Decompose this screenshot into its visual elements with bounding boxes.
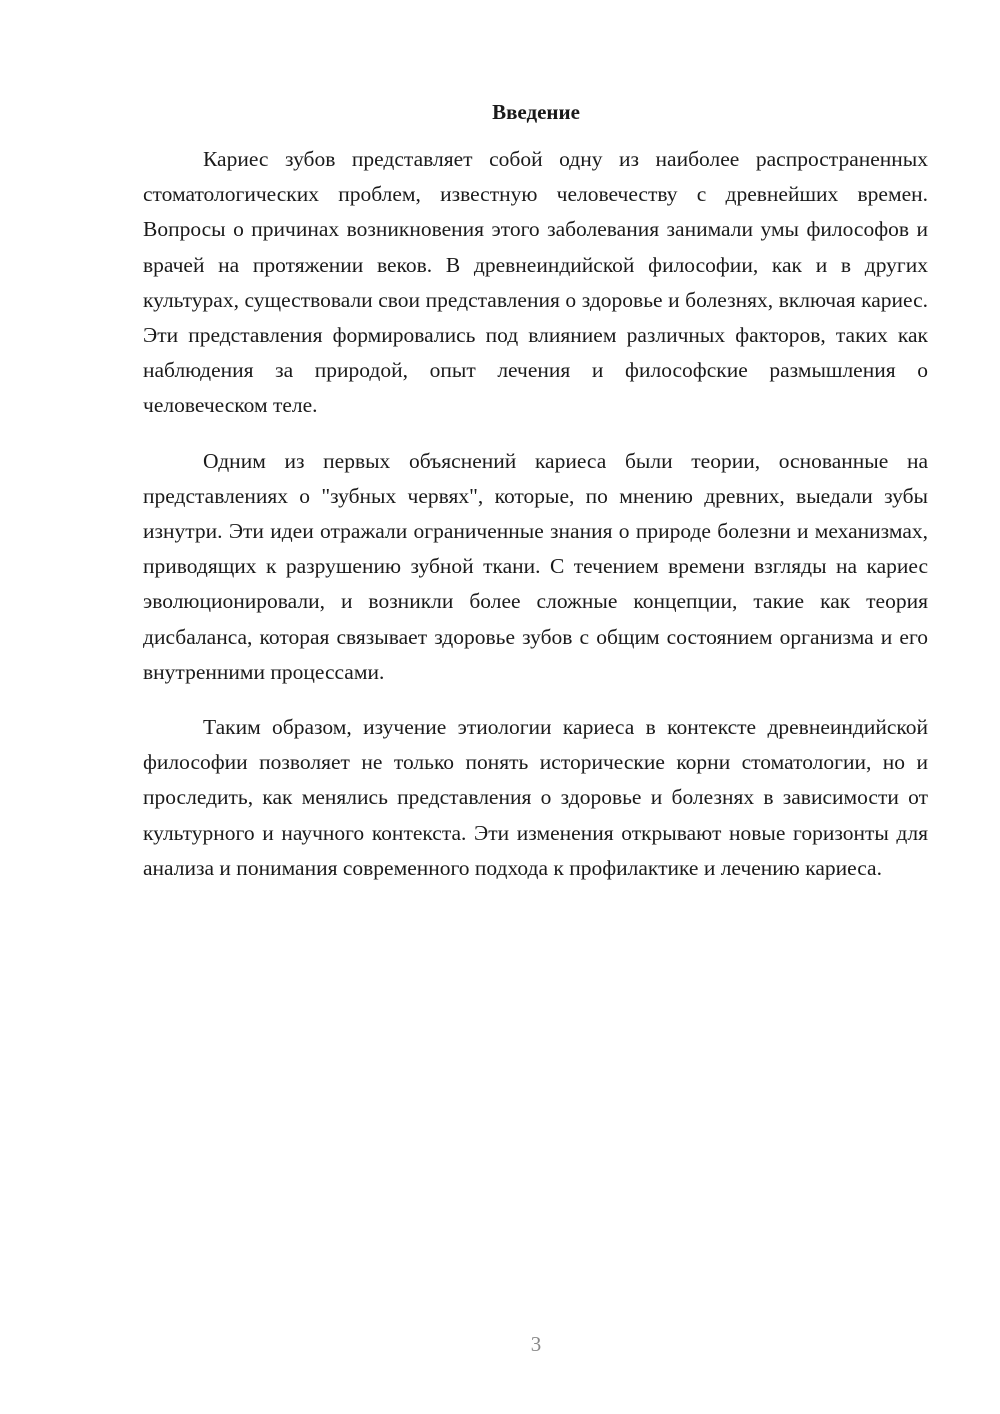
paragraph-1: Кариес зубов представляет собой одну из наиболее распространенных стоматологических проблем, известную человечеству с древнейших времен. Вопросы о причинах возникновения этого заболевания занимали умы философов и врачей на протяжении веков. В древнеиндийской философии, как и в других культурах, существовали свои представления о здоровье и болезнях, включая кариес. Эти представления формировались под влиянием различных факторов, таких как наблюдения за природой, опыт лечения и философские размышления о человеческом теле. <box>143 147 928 418</box>
paragraph-3: Таким образом, изучение этиологии кариеса в контексте древнеиндийской философии позволяет не только понять исторические корни стоматологии, но и проследить, как менялись представления о здоровье и болезнях в зависимости от культурного и научного контекста. Эти изменения открывают новые горизонты для анализа и понимания современного подхода к профилактике и лечению кариеса. <box>143 715 928 880</box>
body-text <box>143 142 928 906</box>
section-title: Введение <box>492 100 580 124</box>
paragraph-2: Одним из первых объяснений кариеса были теории, основанные на представлениях о "зубных червях", которые, по мнению древних, выедали зубы изнутри. Эти идеи отражали ограниченные знания о природе болезни и механизмах, приводящих к разрушению зубной ткани. С течением времени взгляды на кариес эволюционировали, и возникли более сложные концепции, такие как теория дисбаланса, которая связывает здоровье зубов с общим состоянием организма и его внутренними процессами. <box>143 448 928 684</box>
page-number: 3 <box>530 1332 542 1356</box>
